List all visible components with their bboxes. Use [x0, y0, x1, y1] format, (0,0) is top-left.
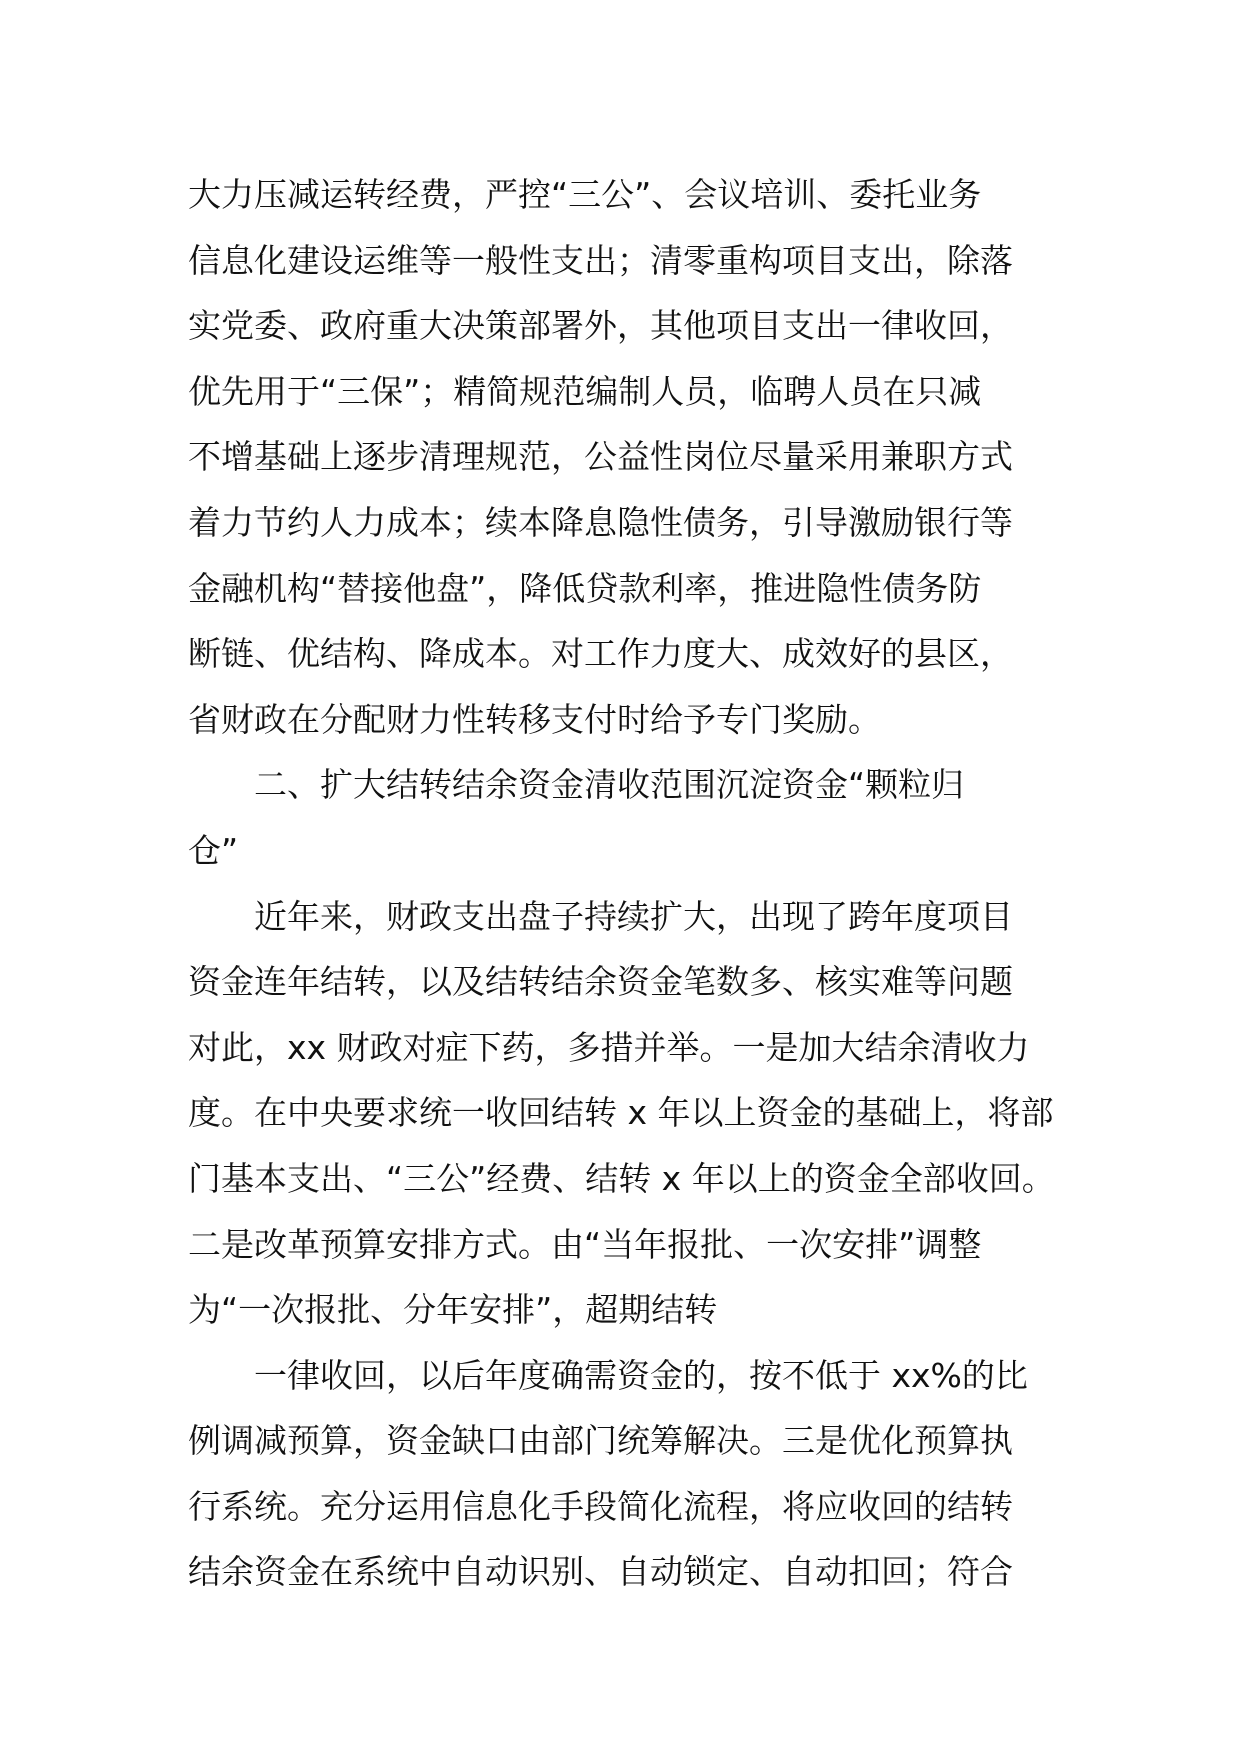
- document-body: [188, 162, 1068, 1605]
- text-line: 大力压减运转经费，严控“三公”、会议培训、委托业务: [188, 175, 982, 214]
- text-line: 为“一次报批、分年安排”，超期结转: [188, 1290, 718, 1330]
- text-line: 对此，xx 财政对症下药，多措并举。一是加大结余清收力: [188, 1027, 1030, 1067]
- text-line: 度。在中央要求统一收回结转 x 年以上资金的基础上，将部: [188, 1093, 1054, 1133]
- text-line: 金融机构“替接他盘”，降低贷款利率，推进隐性债务防: [188, 568, 982, 608]
- text-line: 实党委、政府重大决策部署外，其他项目支出一律收回，: [188, 306, 1013, 346]
- text-line: 资金连年结转，以及结转结余资金笔数多、核实难等问题: [188, 962, 1013, 1002]
- text-line: 结余资金在系统中自动识别、自动锁定、自动扣回；符合: [188, 1552, 1013, 1592]
- text-line: 近年来，财政支出盘子持续扩大，出现了跨年度项目: [254, 896, 1013, 936]
- text-line: 一律收回，以后年度确需资金的，按不低于 xx%的比: [254, 1355, 1028, 1395]
- text-line: 例调减预算，资金缺口由部门统筹解决。三是优化预算执: [188, 1421, 1013, 1461]
- text-line: 信息化建设运维等一般性支出；清零重构项目支出，除落: [188, 240, 1013, 280]
- text-line: 不增基础上逐步清理规范，公益性岗位尽量采用兼职方式: [188, 437, 1013, 477]
- section-heading-continued: 仓”: [188, 830, 239, 870]
- text-line: 断链、优结构、降成本。对工作力度大、成效好的县区，: [188, 634, 1013, 674]
- text-line: 行系统。充分运用信息化手段简化流程，将应收回的结转: [188, 1486, 1013, 1526]
- text-line: 门基本支出、“三公”经费、结转 x 年以上的资金全部收回。: [188, 1158, 1055, 1198]
- section-heading: 二、扩大结转结余资金清收范围沉淀资金“颗粒归: [254, 765, 965, 805]
- text-line: 优先用于“三保”；精简规范编制人员，临聘人员在只减: [188, 371, 982, 411]
- text-line: 着力节约人力成本；续本降息隐性债务，引导激励银行等: [188, 502, 1013, 542]
- text-line: 省财政在分配财力性转移支付时给予专门奖励。: [188, 699, 881, 739]
- text-line: 二是改革预算安排方式。由“当年报批、一次安排”调整: [188, 1224, 982, 1264]
